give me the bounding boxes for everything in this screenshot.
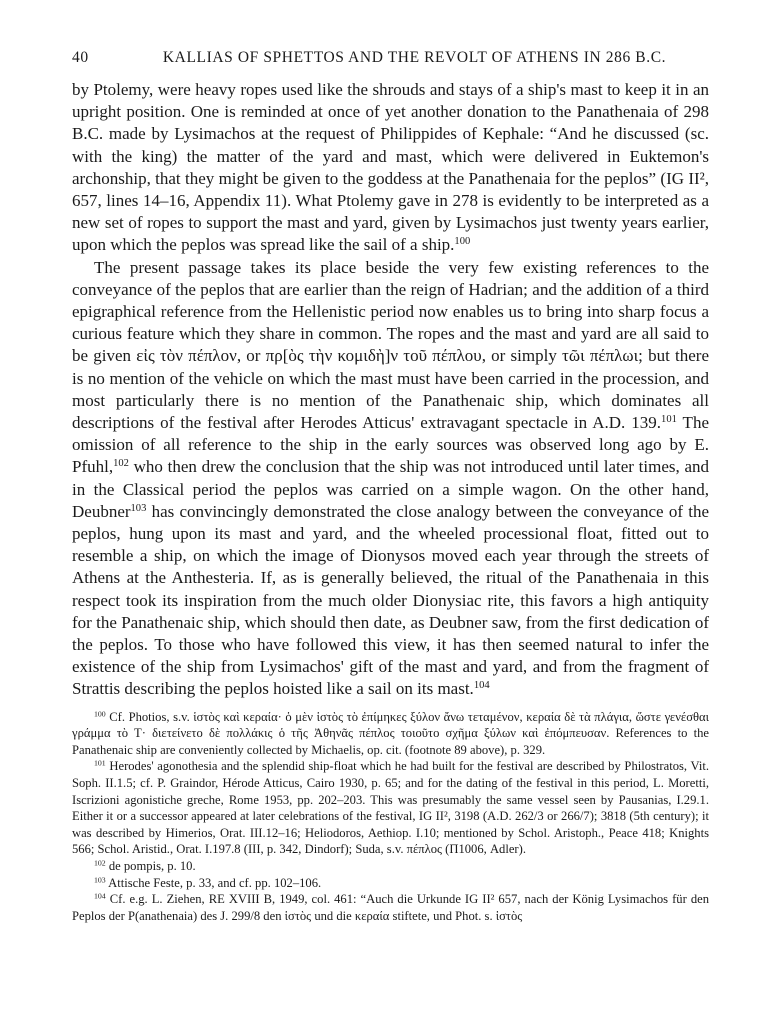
running-header xyxy=(72,49,709,67)
main-text xyxy=(72,79,709,701)
footnote-ref: 103 xyxy=(130,503,147,515)
footnote-number: 102 xyxy=(94,858,106,868)
footnote-number: 103 xyxy=(94,875,106,885)
paragraph-text: by Ptolemy, were heavy ropes used like the shrouds and stays of a ship's mast to keep it in an upright position. One is reminded at once of yet another donation to the Panathenaia of 298 B.C. made by Lysimachos at the request of Philippides of Kephale: “And he discussed (sc. with the king) the matter of the yard and mast, which were delivered in Euktemon's archonship, that they might be given to the goddess at the Panathenaia for the peplos” (IG II², 657, lines 14–16, Appendix 11). What Ptolemy gave in 278 is evidently to be interpreted as a new set of ropes to support the mast and yard, given by Lysimachos just twenty years earlier, upon which the peplos was spread like the sail of a ship. xyxy=(72,80,709,255)
footnote-text: Attische Feste, p. 33, and cf. pp. 102–106. xyxy=(105,875,322,890)
paragraph xyxy=(72,79,709,257)
footnote-text: Cf. Photios, s.v. ἱστὸς καὶ κεραία· ὁ μὲν ἱστὸς τὸ ἐπίμηκες ξύλον ἄνω τεταμένον, κεραία δὲ τὰ πλάγια, ὥστε γενέσθαι γράμμα τὸ Τ· διετείνετο δὲ πολλάκις ὁ τῆς Ἀθηνᾶς πέπλος τοιοῦτο σχῆμα ξύλων καὶ ἐπόμπευσαν. References to the Panathenaic ship are conveniently collected by Michaelis, op. cit. (footnote 89 above), p. 329. xyxy=(72,709,709,757)
paragraph-text: who then drew the conclusion that the ship was not introduced until later times, and in the Classical period the peplos was carried on a simple wagon. On the other hand, Deubner xyxy=(72,457,709,521)
footnote-ref: 102 xyxy=(113,458,129,470)
footnote-number: 101 xyxy=(94,759,106,769)
running-title: KALLIAS OF SPHETTOS AND THE REVOLT OF ATHENS IN 286 B.C. xyxy=(162,49,667,66)
page-number: 40 xyxy=(72,49,89,66)
footnote xyxy=(72,758,709,858)
footnote-ref: 100 xyxy=(454,236,471,248)
footnote xyxy=(72,875,709,892)
footnote xyxy=(72,709,709,759)
footnote-text: de pompis, p. 10. xyxy=(105,859,196,874)
footnote-ref: 101 xyxy=(661,414,677,426)
footnote xyxy=(72,858,709,875)
footnote-text: Herodes' agonothesia and the splendid ship-float which he had built for the festival are described by Philostratos, Vit. Soph. II.1.5; cf. P. Graindor, Hérode Atticus, Cairo 1930, p. 65; and for the dating of the festival in this period, L. Moretti, Iscrizioni agonistiche greche, Rome 1953, pp. 202–203. This was presumably the same vessel seen by Pausanias, I.29.1. Either it or a successor appeared at later celebrations of the festival, IG II², 3198 (A.D. 262/3 or 266/7); 3818 (5th century); it was described by Himerios, Orat. III.12–16; Heliodoros, Aethiop. I.10; mentioned by Schol. Aristoph., Peace 418; Knights 566; Schol. Aristid., Orat. I.197.8 (III, p. 342, Dindorf); Suda, s.v. πέπλος (Π1006, Adler). xyxy=(72,759,709,857)
paragraph-text: has convincingly demonstrated the close analogy between the conveyance of the peplos, hung upon its mast and yard, and the wheeled processional float, fitted out to resemble a ship, on which the image of Dionysos moved each year through the streets of Athens at the Anthesteria. If, as is generally believed, the ritual of the Panathenaia in this respect took its inspiration from the much older Dionysiac rite, this favors a high antiquity for the Panathenaic ship, which should then date, as Deubner saw, from the first dedication of the peplos. To those who have followed this view, it has then seemed natural to infer the existence of the ship from Lysimachos' gift of the mast and yard, and from the fragment of Strattis describing the peplos hoisted like a sail on its mast. xyxy=(72,501,709,699)
footnote-number: 104 xyxy=(94,891,106,901)
paragraph xyxy=(72,257,709,701)
paragraph-text: The omission of all reference to the ship in the early sources was observed long ago by E. Pfuhl, xyxy=(72,413,709,477)
footnotes xyxy=(72,709,709,925)
footnote xyxy=(72,891,709,924)
footnote-number: 100 xyxy=(94,709,106,719)
paragraph-text: The present passage takes its place beside the very few existing references to the conveyance of the peplos that are earlier than the reign of Hadrian; and the addition of a third epigraphical reference from the Hellenistic period now enables us to bring into sharp focus a curious feature which they share in common. The ropes and the mast and yard are all said to be given εἰς τὸν πέπλον, or πρ[ὸς τὴν κομιδὴ]ν τοῦ πέπλου, or simply τῶι πέπλωι; but there is no mention of the vehicle on which the mast must have been carried in the procession, and most particularly there is no mention of the Panathenaic ship, which dominates all descriptions of the festival after Herodes Atticus' extravagant spectacle in A.D. 139. xyxy=(72,257,709,433)
footnote-text: Cf. e.g. L. Ziehen, RE XVIII B, 1949, col. 461: “Auch die Urkunde IG II² 657, nach der König Lysimachos für den Peplos der P(anathenaia) des J. 299/8 den ἱστὸς und die κεραία stiftete, und Phot. s. ἱστὸς xyxy=(72,892,709,923)
footnote-ref: 104 xyxy=(473,680,490,692)
